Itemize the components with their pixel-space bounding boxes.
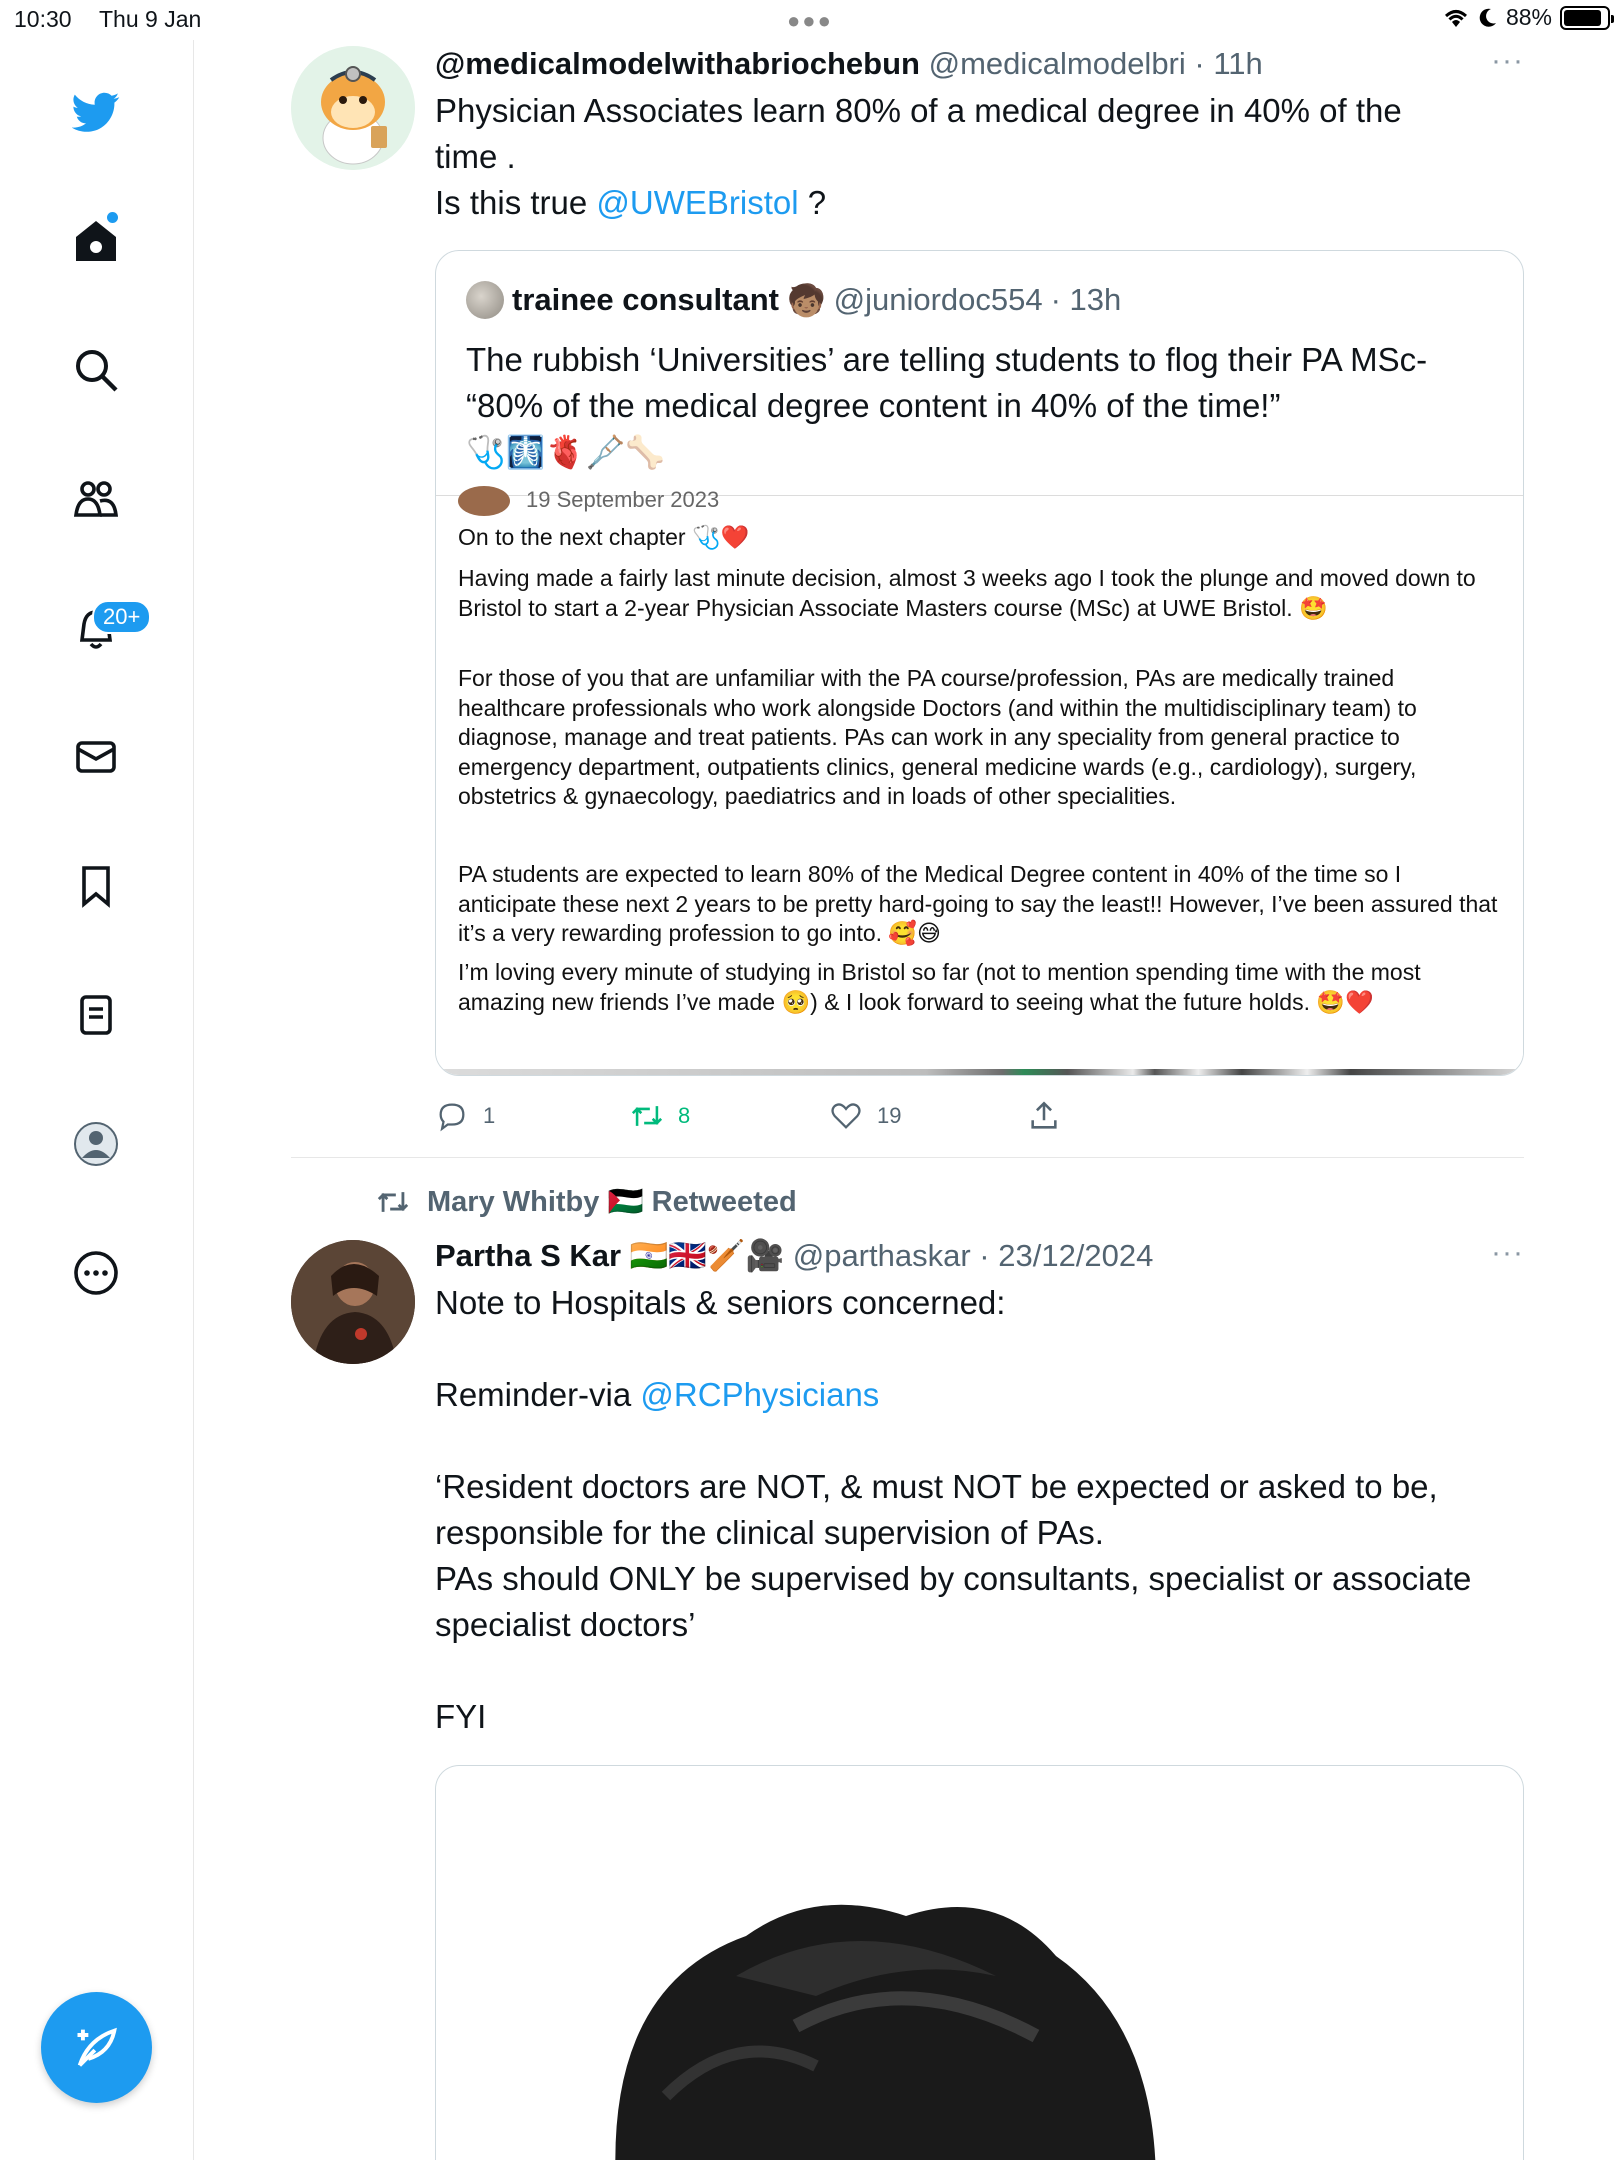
blank-line xyxy=(435,1326,1524,1372)
battery-percent: 88% xyxy=(1505,4,1552,30)
more-options-icon[interactable] xyxy=(70,1247,122,1299)
reply-count: 1 xyxy=(483,1103,496,1128)
timestamp[interactable]: · 23/12/2024 xyxy=(979,1238,1154,1273)
blank-line xyxy=(435,1418,1524,1464)
tweet-text xyxy=(435,1280,1524,1740)
wifi-icon xyxy=(1442,7,1470,29)
retweet-count: 8 xyxy=(678,1103,691,1128)
handle[interactable]: @parthaskar xyxy=(792,1238,971,1273)
compose-feather-icon xyxy=(71,2022,123,2074)
status-time: 10:30 xyxy=(14,6,72,32)
mention-link[interactable]: @UWEBristol xyxy=(596,184,799,221)
retweet-indicator-icon xyxy=(373,1185,413,1219)
communities-icon[interactable] xyxy=(70,473,122,525)
reply-icon xyxy=(435,1099,469,1133)
twitter-logo-icon[interactable] xyxy=(70,86,122,138)
hamster-doctor-avatar-icon xyxy=(291,46,415,170)
quoted-text-line: “80% of the medical degree content in 40% of the time!” xyxy=(466,387,1281,424)
reply-button[interactable] xyxy=(435,1099,495,1133)
display-name[interactable]: Partha S Kar xyxy=(435,1238,622,1273)
messages-icon[interactable] xyxy=(70,731,122,783)
quoted-tweet-header xyxy=(466,281,1121,319)
quoted-tweet-text xyxy=(466,337,1496,429)
lists-icon[interactable] xyxy=(70,989,122,1041)
bookmarks-icon[interactable] xyxy=(70,860,122,912)
quoted-display-name[interactable]: trainee consultant xyxy=(512,282,779,317)
notifications-badge: 20+ xyxy=(92,600,151,634)
screenshot-paragraph: On to the next chapter 🩺❤️ xyxy=(458,524,750,550)
retweeted-by-text: Mary Whitby 🇵🇸 Retweeted xyxy=(427,1186,797,1218)
status-date: Thu 9 Jan xyxy=(99,6,202,32)
quoted-screenshot-image[interactable] xyxy=(436,486,1524,1076)
quoted-avatar[interactable] xyxy=(466,281,504,319)
screenshot-paragraph: Having made a fairly last minute decision, almost 3 weeks ago I took the plunge and moved down to Bristol to start a 2-year Physician Associate Masters course (MSc) at UWE Bristol. 🤩 xyxy=(458,565,1476,621)
screenshot-date: 19 September 2023 xyxy=(526,486,720,512)
tweet-text-line: FYI xyxy=(435,1698,487,1735)
compose-tweet-button[interactable] xyxy=(41,1992,152,2103)
multitask-dots-icon[interactable]: ●●● xyxy=(787,8,833,33)
handle[interactable]: @medicalmodelbri xyxy=(928,46,1186,81)
tweet-text-line: time . xyxy=(435,138,516,175)
home-icon[interactable] xyxy=(70,215,122,267)
status-right xyxy=(1442,4,1610,31)
tweet-text-line xyxy=(435,1372,1524,1418)
like-count: 19 xyxy=(877,1103,902,1128)
battery-fill xyxy=(1564,10,1601,26)
screenshot-paragraph: I’m loving every minute of studying in Bristol so far (not to mention spending time with the most amazing new friends I’ve made 🥺) & I look forward to seeing what the future holds. 🤩❤️ xyxy=(458,959,1421,1015)
blank-line xyxy=(435,1648,1524,1694)
like-button[interactable] xyxy=(829,1099,901,1133)
moon-icon xyxy=(1478,7,1498,29)
tweet-divider xyxy=(291,1157,1524,1158)
tweet-content xyxy=(435,44,1524,226)
quoted-timestamp: · 13h xyxy=(1050,282,1122,317)
display-name[interactable]: @medicalmodelwithabriochebun xyxy=(435,46,920,81)
tweet-text-line: Physician Associates learn 80% of a medical degree in 40% of the xyxy=(435,92,1402,129)
retweeted-by[interactable] xyxy=(373,1185,797,1219)
name-emojis: 🇮🇳🇬🇧🏏🎥 xyxy=(629,1238,785,1273)
tweet-text-line: specialist doctors’ xyxy=(435,1606,696,1643)
tweet-text-line: ‘Resident doctors are NOT, & must NOT be expected or asked to be, xyxy=(435,1468,1438,1505)
tweet-media-image[interactable] xyxy=(435,1765,1524,2160)
tweet-text-line: PAs should ONLY be supervised by consultants, specialist or associate xyxy=(435,1560,1472,1597)
quoted-emojis: 🩺🩻🫀🩼🦴 xyxy=(466,434,666,470)
person-avatar-icon xyxy=(291,1240,415,1364)
tweet-text-segment: ? xyxy=(798,184,827,221)
battery-icon xyxy=(1560,6,1610,30)
screenshot-avatar-crop xyxy=(458,486,510,516)
quoted-handle[interactable]: @juniordoc554 xyxy=(833,282,1043,317)
avatar[interactable] xyxy=(291,1240,415,1364)
home-unread-dot xyxy=(107,212,118,223)
tweet-text-line xyxy=(435,180,1524,226)
tweet-text-line: Note to Hospitals & seniors concerned: xyxy=(435,1284,1006,1321)
status-bar xyxy=(0,0,1620,40)
search-icon[interactable] xyxy=(70,344,122,396)
share-button[interactable] xyxy=(1027,1099,1061,1133)
more-menu-icon[interactable]: ··· xyxy=(1491,1236,1524,1269)
timestamp[interactable]: · 11h xyxy=(1194,46,1263,81)
tweet-text-line: responsible for the clinical supervision of PAs. xyxy=(435,1514,1104,1551)
memoji-hair-image xyxy=(436,1766,1524,2160)
screenshot-paragraph: For those of you that are unfamiliar with the PA course/profession, PAs are medically trained healthcare professionals who work alongside Doctors (and within the multidisciplinary team) to diagnose, manage and treat patients. PAs can work in any speciality from general practice to emergency department, outpatients clinics, general medicine wards (e.g., cardiology), surgery, obstetrics & gynaecology, paediatrics and in loads of other specialities. xyxy=(458,665,1417,809)
avatar[interactable] xyxy=(291,46,415,170)
tweet-actions xyxy=(435,1099,1235,1139)
tweet-content xyxy=(435,1236,1524,1740)
tweet-text xyxy=(435,88,1524,226)
tweet-header xyxy=(435,1236,1524,1276)
screenshot-paragraph: PA students are expected to learn 80% of the Medical Degree content in 40% of the time so I anticipate these next 2 years to be pretty hard-going to say the least!! However, I’ve been assured that it’s a very rewarding profession to go into. 🥰😅 xyxy=(458,861,1498,946)
retweet-icon xyxy=(630,1099,664,1133)
heart-icon xyxy=(829,1099,863,1133)
quoted-tweet[interactable] xyxy=(435,250,1524,1076)
retweet-button[interactable] xyxy=(630,1099,690,1133)
more-menu-icon[interactable]: ··· xyxy=(1491,44,1524,77)
quoted-text-line: The rubbish ‘Universities’ are telling students to flog their PA MSc- xyxy=(466,341,1428,378)
mention-link[interactable]: @RCPhysicians xyxy=(640,1376,880,1413)
screenshot-cropped-header xyxy=(458,486,719,516)
quoted-name-emoji: 🧒🏽 xyxy=(787,282,826,318)
screenshot-bottom-strip xyxy=(436,1069,1524,1076)
tweet-header xyxy=(435,44,1524,84)
sidebar xyxy=(0,40,194,2160)
share-icon xyxy=(1027,1099,1061,1133)
profile-avatar-icon[interactable] xyxy=(70,1118,122,1170)
tweet-text-segment: Reminder-via xyxy=(435,1376,641,1413)
tweet-text-segment: Is this true xyxy=(435,184,597,221)
